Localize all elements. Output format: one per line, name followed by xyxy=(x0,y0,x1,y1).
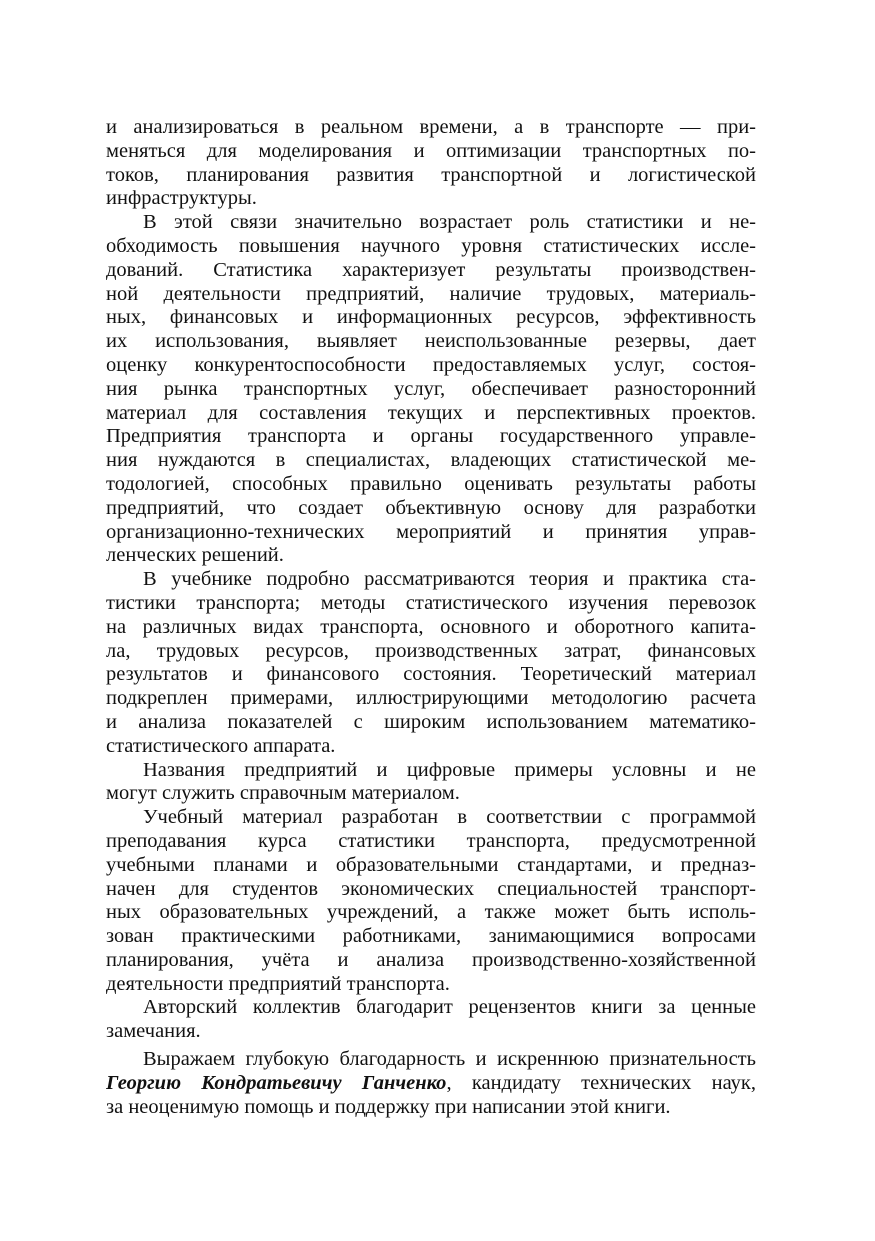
text-line: подкреплен примерами, иллюстрирующими методологию расчета xyxy=(106,687,756,710)
text-line: Предприятия транспорта и органы государственного управле- xyxy=(106,425,756,448)
text-line: преподавания курса статистики транспорта, предусмотренной xyxy=(106,829,756,852)
paragraph-6 xyxy=(106,996,756,1044)
text-line: планирования, учёта и анализа производственно-хозяйственной xyxy=(106,948,756,971)
text-line: инфраструктуры. xyxy=(106,187,257,210)
text-line: ния нуждаются в специалистах, владеющих статистической ме- xyxy=(106,449,756,472)
person-name: Георгию Кондратьевичу Ганченко xyxy=(106,1071,447,1094)
text-line: В учебнике подробно рассматриваются теория и практика ста- xyxy=(143,568,756,591)
paragraph-3 xyxy=(106,568,756,758)
text-line: материал для составления текущих и перспективных проектов. xyxy=(106,401,756,424)
text-line: ных, финансовых и информационных ресурсов, эффективность xyxy=(106,306,756,329)
text-line: начен для студентов экономических специальностей транспорт- xyxy=(106,877,756,900)
text-line: за неоценимую помощь и поддержку при написании этой книги. xyxy=(106,1095,671,1118)
text-line: результатов и финансового состояния. Теоретический материал xyxy=(106,663,756,686)
text-line: учебными планами и образовательными стандартами, и предназ- xyxy=(106,853,756,876)
text-line: Выражаем глубокую благодарность и искреннюю признательность xyxy=(143,1048,756,1071)
paragraph-4 xyxy=(106,759,756,807)
text-line: ла, трудовых ресурсов, производственных затрат, финансовых xyxy=(106,639,756,662)
text-line: В этой связи значительно возрастает роль статистики и не- xyxy=(143,211,756,234)
text-line: Названия предприятий и цифровые примеры условны и не xyxy=(143,758,756,781)
text-line: предприятий, что создает объективную основу для разработки xyxy=(106,496,756,519)
text-line: и анализа показателей с широким использованием математико- xyxy=(106,710,756,733)
text-line: статистического аппарата. xyxy=(106,734,336,757)
text-line: организационно-технических мероприятий и принятия управ- xyxy=(106,520,756,543)
text-line: замечания. xyxy=(106,1020,201,1043)
text-fragment: , кандидату технических наук, xyxy=(446,1071,756,1094)
text-line: ных образовательных учреждений, а также может быть исполь- xyxy=(106,901,756,924)
book-page-text xyxy=(106,116,756,1119)
text-line: тодологией, способных правильно оценивать результаты работы xyxy=(106,472,756,495)
text-line: ной деятельности предприятий, наличие трудовых, материаль- xyxy=(106,282,756,305)
paragraph-2 xyxy=(106,211,756,568)
text-line: Учебный материал разработан в соответствии с программой xyxy=(143,806,756,829)
text-line: могут служить справочным материалом. xyxy=(106,782,460,805)
text-line: деятельности предприятий транспорта. xyxy=(106,972,450,995)
text-line: на различных видах транспорта, основного и оборотного капита- xyxy=(106,615,756,638)
text-line: обходимость повышения научного уровня статистических иссле- xyxy=(106,234,756,257)
paragraph-1 xyxy=(106,116,756,211)
paragraph-7 xyxy=(106,1048,756,1119)
text-line: Авторский коллектив благодарит рецензентов книги за ценные xyxy=(143,996,756,1019)
text-line xyxy=(106,1072,756,1096)
text-line: тистики транспорта; методы статистического изучения перевозок xyxy=(106,591,756,614)
text-line: их использования, выявляет неиспользованные резервы, дает xyxy=(106,330,756,353)
text-line: ленческих решений. xyxy=(106,544,284,567)
paragraph-5 xyxy=(106,806,756,996)
text-line: оценку конкурентоспособности предоставляемых услуг, состоя- xyxy=(106,353,756,376)
text-line: токов, планирования развития транспортной и логистической xyxy=(106,163,756,186)
text-line: меняться для моделирования и оптимизации транспортных по- xyxy=(106,139,756,162)
text-line: и анализироваться в реальном времени, а в транспорте — при- xyxy=(106,116,756,138)
text-line: дований. Статистика характеризует результаты производствен- xyxy=(106,258,756,281)
text-line: ния рынка транспортных услуг, обеспечивает разносторонний xyxy=(106,377,756,400)
text-line: зован практическими работниками, занимающимися вопросами xyxy=(106,925,756,948)
